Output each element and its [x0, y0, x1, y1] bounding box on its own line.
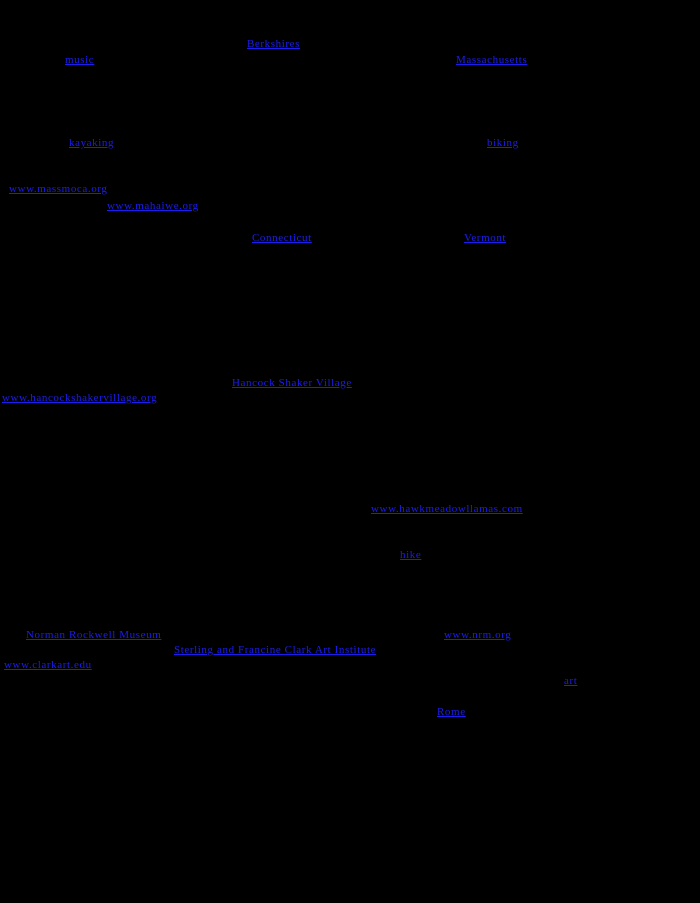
document-link[interactable]: Rome	[437, 706, 466, 718]
document-link[interactable]: hike	[400, 549, 422, 561]
document-link[interactable]: Sterling and Francine Clark Art Institute	[174, 644, 377, 656]
document-link[interactable]: www.nrm.org	[444, 629, 512, 641]
document-link[interactable]: www.clarkart.edu	[4, 659, 92, 671]
document-link[interactable]: kayaking	[69, 137, 115, 149]
document-link[interactable]: Norman Rockwell Museum	[26, 629, 162, 641]
document-link[interactable]: www.hawkmeadowllamas.com	[371, 503, 523, 515]
document-link[interactable]: Connecticut	[252, 232, 312, 244]
document-link[interactable]: Hancock Shaker Village	[232, 377, 352, 389]
document-link[interactable]: Berkshires	[247, 38, 301, 50]
document-link[interactable]: art	[564, 675, 578, 687]
document-link[interactable]: www.massmoca.org	[9, 183, 108, 195]
document-link[interactable]: www.hancockshakervillage.org	[2, 392, 158, 404]
document-link[interactable]: Massachusetts	[456, 54, 528, 66]
document-link[interactable]: biking	[487, 137, 519, 149]
document-link[interactable]: Vermont	[464, 232, 507, 244]
document-link[interactable]: music	[65, 54, 95, 66]
document-link[interactable]: www.mahaiwe.org	[107, 200, 199, 212]
